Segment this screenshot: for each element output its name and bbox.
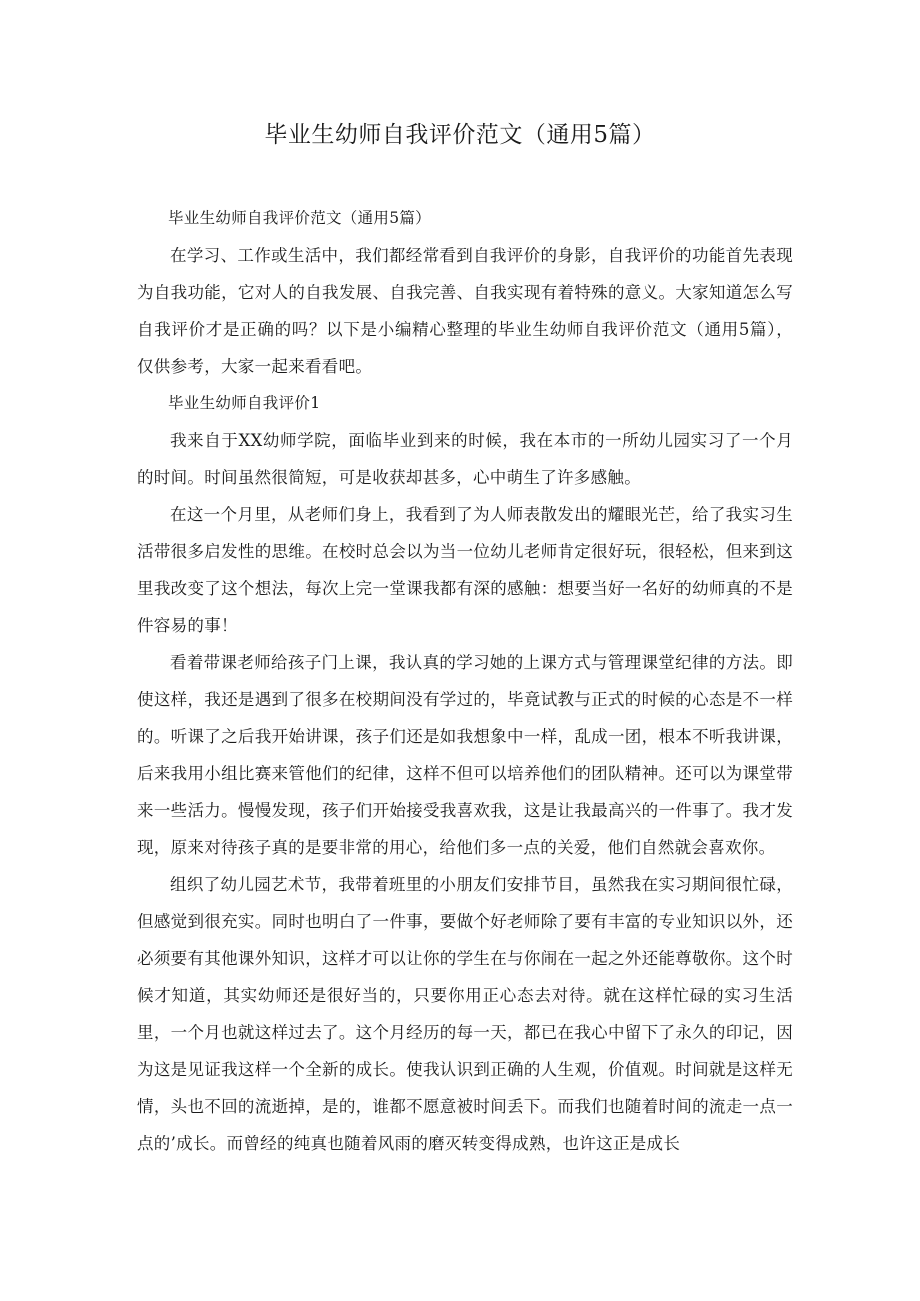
document-subtitle: 毕业生幼师自我评价范文（通用5篇） — [168, 209, 431, 227]
section-heading: 毕业生幼师自我评价1 — [168, 394, 321, 412]
body-paragraph-4: 组织了幼儿园艺术节，我带着班里的小朋友们安排节目，虽然我在实习期间很忙碌，但感觉到很充实。同时也明白了一件事，要做个好老师除了要有丰富的专业知识以外，还必须要有其他课外知识，这样才可以让你的学生在与你闹在一起之外还能尊敬你。这个时候才知道，其实幼师还是很好当的，只要你用正心态去对待。就在这样忙碌的实习生活里，一个月也就这样过去了。这个月经历的每一天，都已在我心中留下了永久的印记，因为这是见证我这样一个全新的成长。使我认识到正确的人生观，价值观。时间就是这样无情，头也不回的流逝掉，是的，谁都不愿意被时间丢下。而我们也随着时间的流走一点一点的’成长。而曾经的纯真也随着风雨的磨灭转变得成熟，也许这正是成长 — [137, 875, 793, 1153]
document-body — [137, 200, 793, 1162]
intro-paragraph: 在学习、工作或生活中，我们都经常看到自我评价的身影，自我评价的功能首先表现为自我功能，它对人的自我发展、自我完善、自我实现有着特殊的意义。大家知道怎么写自我评价才是正确的吗？以下是小编精心整理的毕业生幼师自我评价范文（通用5篇），仅供参考，大家一起来看看吧。 — [137, 246, 793, 376]
body-paragraph-3: 看着带课老师给孩子门上课，我认真的学习她的上课方式与管理课堂纪律的方法。即使这样，我还是遇到了很多在校期间没有学过的，毕竟试教与正式的时候的心态是不一样的。听课了之后我开始讲课，孩子们还是如我想象中一样，乱成一团，根本不听我讲课，后来我用小组比赛来管他们的纪律，这样不但可以培养他们的团队精神。还可以为课堂带来一些活力。慢慢发现，孩子们开始接受我喜欢我，这是让我最高兴的一件事了。我才发现，原来对待孩子真的是要非常的用心，给他们多一点的关爱，他们自然就会喜欢你。 — [137, 653, 793, 857]
body-paragraph-2: 在这一个月里，从老师们身上，我看到了为人师表散发出的耀眼光芒，给了我实习生活带很多启发性的思维。在校时总会以为当一位幼儿老师肯定很好玩，很轻松，但来到这里我改变了这个想法，每次上完一堂课我都有深的感触：想要当好一名好的幼师真的不是件容易的事！ — [137, 505, 793, 635]
body-paragraph-1: 我来自于XX幼师学院，面临毕业到来的时候，我在本市的一所幼儿园实习了一个月的时间。时间虽然很简短，可是收获却甚多，心中萌生了许多感触。 — [137, 431, 793, 487]
document-title: 毕业生幼师自我评价范文（通用5篇） — [264, 122, 656, 148]
